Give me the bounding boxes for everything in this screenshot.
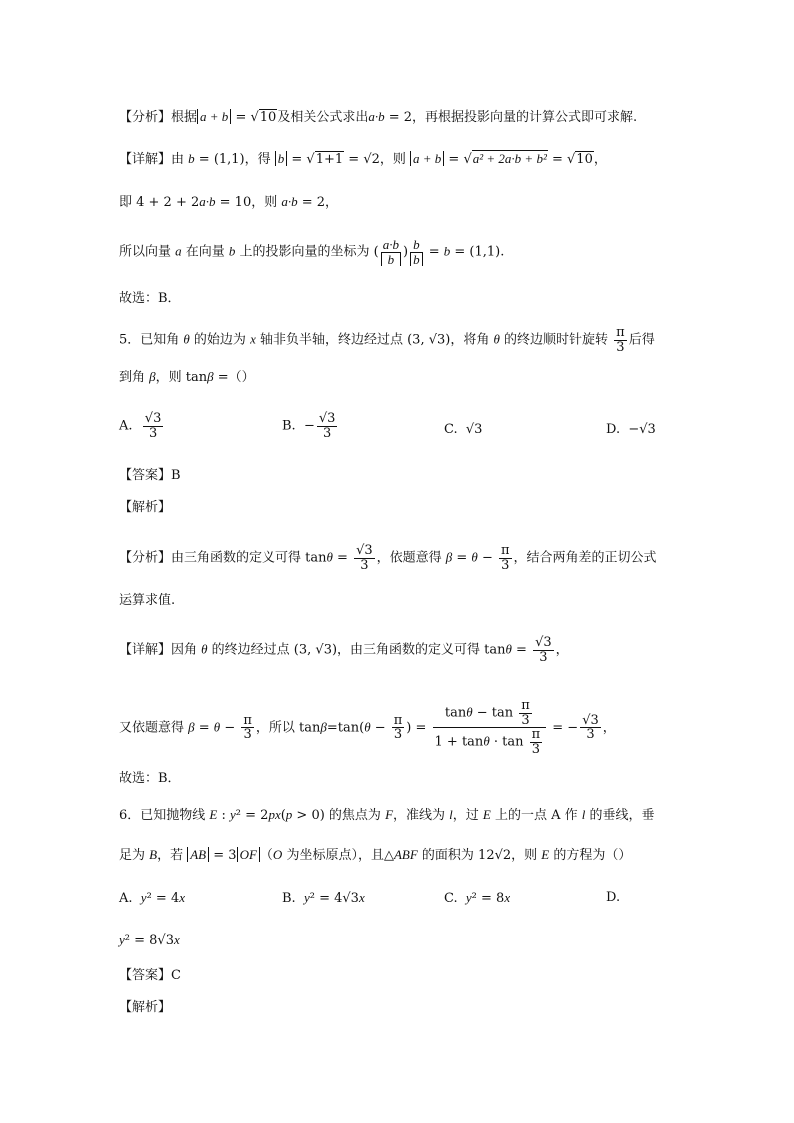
q6-answer (119, 969, 181, 982)
q6-answer-tag: 【答案】 (119, 968, 172, 983)
q5-analysis-line1: 【分析】由三角函数的定义可得 tanθ = $\frac{√3}{3}$ ，依题意得 β = θ − $\frac{\pi}{3}$ ，结合两角差的正切公式 (119, 543, 657, 573)
q5-detail-tag: 【详解】 (119, 642, 172, 658)
q5-analysis-line2: 运算求值. (119, 593, 176, 608)
q6-option-d-value[interactable]: y² = 8√3x (119, 932, 180, 948)
q6-option-a[interactable]: A. y² = 4x (119, 890, 185, 906)
q5-detail-line1: 【详解】因角 θ 的终边经过点 (3, √3)，由三角函数的定义可得 tanθ = $\frac{√3}{3}$ ， (119, 635, 569, 665)
q5-answer-tag: 【答案】 (119, 468, 172, 483)
p4-detail-line2: 即 4 + 2 + 2a·b = 10，则 a·b = 2， (119, 194, 339, 210)
p4-analysis-line: 【分析】根据 a + b = √10及相关公式求出a·b = 2，再根据投影向量的计算公式即可求解. (119, 109, 638, 125)
q5-answer-value: B (171, 468, 181, 483)
p4-conclusion: 故选：B． (119, 291, 181, 306)
p4-detail-line1: 【详解】由 b = (1,1)，得 b = √1+1 = √2，则 a + b = √a² + 2a·b + b² = √10， (119, 151, 607, 167)
q6-parse-tag: 【解析】 (119, 1000, 172, 1015)
q5-stem-line1: 5．已知角 θ 的始边为 x 轴非负半轴，终边经过点 (3, √3)，将角 θ 的终边顺时针旋转 $\frac{\pi}{3}$ 后得 (119, 325, 655, 355)
q5-answer (119, 469, 181, 482)
p4-detail-tag: 【详解】 (119, 152, 172, 167)
q5-option-b[interactable]: B. − $\frac{√3}{3}$ (282, 411, 336, 441)
q5-stem-line2: 到角 β，则 tanβ =（） (119, 369, 255, 385)
q5-parse-tag: 【解析】 (119, 500, 172, 515)
q5-analysis-tag: 【分析】 (119, 550, 172, 566)
q6-stem-line2: 足为 B，若 AB = 3 OF （O 为坐标原点），且△ABF 的面积为 12√2，则 E 的方程为（） (119, 847, 632, 863)
p4-detail-line3: 所以向量 a 在向量 b 上的投影向量的坐标为 ( $\frac{a\cdot b}{b}$ ) $\frac{b}{b}$ = b = (1,1). (119, 237, 505, 267)
q5-detail-line2: 又依题意得 β = θ − $\frac{\pi}{3}$ ，所以 tanβ=tan(θ − $\frac{\pi}{3}$ ) = tanθ − tan $\frac{\pi}{3}$ 1 + tanθ · tan $\frac{\pi}{3}$ = − $\frac{√3}{3}$ ， (119, 698, 616, 757)
q5-option-d[interactable]: D. −√3 (606, 422, 656, 437)
q6-stem-line1: 6．已知抛物线 E : y² = 2px(p > 0) 的焦点为 F，准线为 l，过 E 上的一点 A 作 l 的垂线，垂 (119, 807, 655, 823)
q6-option-d[interactable]: D. (606, 890, 621, 905)
p4-analysis-tag: 【分析】 (119, 110, 172, 125)
q5-conclusion: 故选：B． (119, 771, 181, 786)
q6-option-c[interactable]: C. y² = 8x (444, 890, 511, 906)
q6-option-b[interactable]: B. y² = 4√3x (282, 890, 365, 906)
q6-answer-value: C (171, 968, 181, 983)
q5-option-c[interactable]: C. √3 (444, 422, 483, 437)
q5-option-a[interactable]: A. $\frac{√3}{3}$ (119, 411, 162, 441)
